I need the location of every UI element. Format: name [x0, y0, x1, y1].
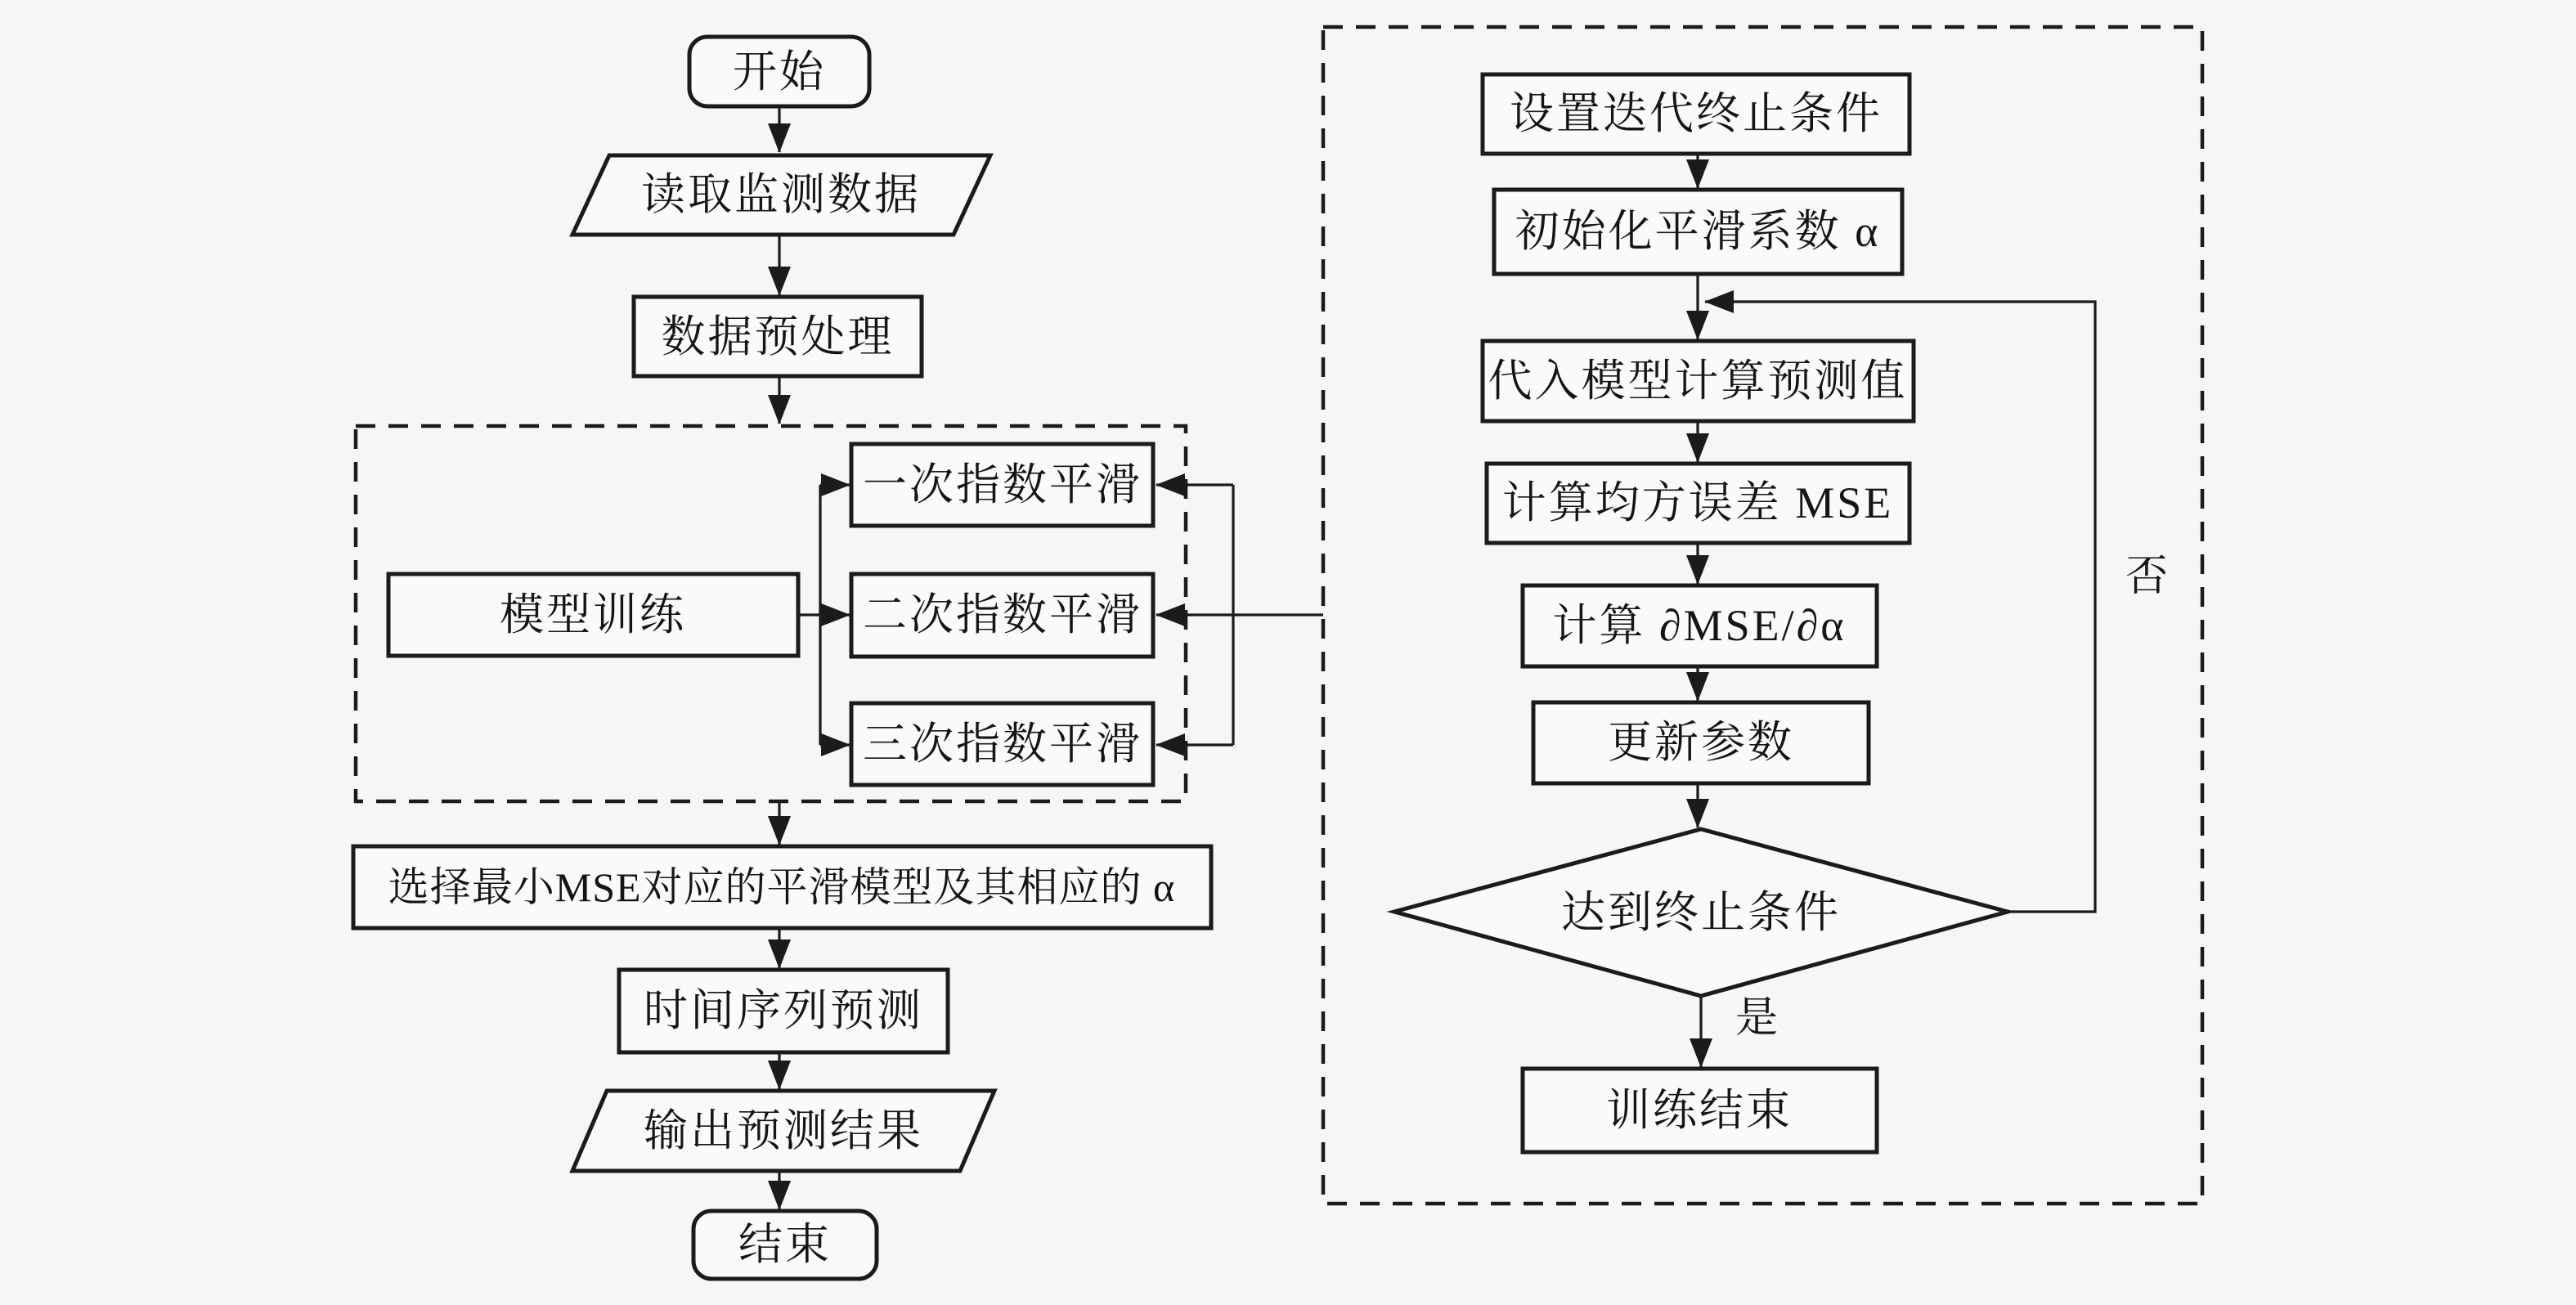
model-training-node-label: 模型训练 — [500, 590, 686, 639]
end-node-label: 结束 — [738, 1220, 832, 1269]
forecast-node-label: 时间序列预测 — [644, 986, 923, 1035]
training-end-node-label: 训练结束 — [1606, 1086, 1793, 1135]
apply-model-node-label: 代入模型计算预测值 — [1488, 357, 1908, 406]
smooth2-node-label: 二次指数平滑 — [863, 590, 1142, 639]
branch-no-label: 否 — [2125, 554, 2169, 600]
compute-gradient-node-label: 计算 ∂MSE/∂α — [1552, 601, 1847, 650]
update-params-node-label: 更新参数 — [1608, 718, 1794, 767]
select-model-node-label: 选择最小MSE对应的平滑模型及其相应的 α — [388, 864, 1176, 910]
start-node-label: 开始 — [733, 47, 826, 96]
smooth1-node-label: 一次指数平滑 — [863, 460, 1142, 509]
init-alpha-node-label: 初始化平滑系数 α — [1515, 207, 1881, 256]
output-node-label: 输出预测结果 — [644, 1106, 923, 1155]
branch-yes-label: 是 — [1735, 995, 1779, 1042]
compute-mse-node-label: 计算均方误差 MSE — [1501, 478, 1894, 527]
stop-check-diamond-label: 达到终止条件 — [1561, 888, 1841, 937]
preprocess-node-label: 数据预处理 — [661, 312, 895, 361]
set-stop-condition-node-label: 设置迭代终止条件 — [1510, 89, 1883, 138]
read-data-node-label: 读取监测数据 — [641, 170, 921, 219]
smooth3-node-label: 三次指数平滑 — [863, 720, 1142, 769]
